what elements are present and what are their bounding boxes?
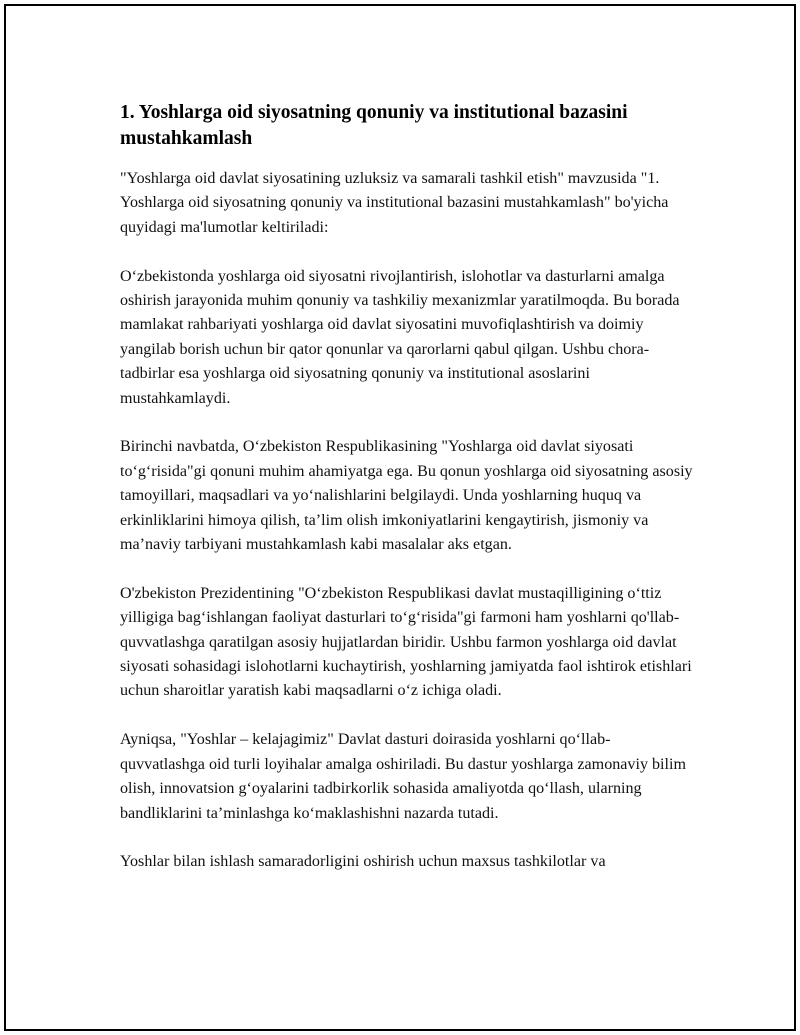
paragraph-state-program: Ayniqsa, "Yoshlar – kelajagimiz" Davlat dasturi doirasida yoshlarni qo‘llab-quvvatlashga oid turli loyihalar amalga oshiriladi. Bu dastur yoshlarga zamonaviy bilim olish, innovatsion g‘oyalarini tadbirkorlik sohasida amaliyotda qo‘llash, ularning bandliklarini ta’minlashga ko‘maklashishni nazarda tutadi. xyxy=(120,731,686,822)
section-heading: 1. Yoshlarga oid siyosatning qonuniy va institutional bazasini mustahkamlash xyxy=(120,102,628,149)
paragraph-overview: O‘zbekistonda yoshlarga oid siyosatni rivojlantirish, islohotlar va dasturlarni amalga oshirish jarayonida muhim qonuniy va tashkiliy mexanizmlar yaratilmoqda. Bu borada mamlakat rahbariyati yoshlarga oid davlat siyosatini muvofiqlashtirish va doimiy yangilab borish uchun bir qator qonunlar va qarorlarni qabul qilgan. Ushbu chora-tadbirlar esa yoshlarga oid siyosatning qonuniy va institutional asoslarini mustahkamlaydi. xyxy=(120,267,680,407)
paragraph-intro: "Yoshlarga oid davlat siyosatining uzluksiz va samarali tashkil etish" mavzusida "1. Yoshlarga oid siyosatning qonuniy va institutional bazasini mustahkamlash" bo'yicha quyidagi ma'lumotlar keltiriladi: xyxy=(120,170,669,236)
paragraph-youth-law: Birinchi navbatda, O‘zbekiston Respublikasining "Yoshlarga oid davlat siyosati to‘g‘risida"gi qonuni muhim ahamiyatga ega. Bu qonun yoshlarga oid siyosatning asosiy tamoyillari, maqsadlari va yo‘nalishlarini belgilaydi. Unda yoshlarning huquq va erkinliklarini himoya qilish, ta’lim olish imkoniyatlarini kengaytirish, jismoniy va ma’naviy tarbiyani mustahkamlash kabi masalalar aks etgan. xyxy=(120,438,693,554)
paragraph-organizations: Yoshlar bilan ishlash samaradorligini oshirish uchun maxsus tashkilotlar va xyxy=(120,853,606,871)
document-page xyxy=(4,4,796,1031)
document-body xyxy=(120,100,694,899)
paragraph-presidential-decree: O'zbekiston Prezidentining "O‘zbekiston Respublikasi davlat mustaqilligining o‘ttiz yilligiga bag‘ishlangan faoliyat dasturlari to‘g‘risida"gi farmoni ham yoshlarni qo'llab-quvvatlashga qaratilgan asosiy hujjatlardan biridir. Ushbu farmon yoshlarga oid davlat siyosati sohasidagi islohotlarni kuchaytirish, yoshlarning jamiyatda faol ishtirok etishlari uchun sharoitlar yaratish kabi maqsadlarni o‘z ichiga oladi. xyxy=(120,584,692,700)
